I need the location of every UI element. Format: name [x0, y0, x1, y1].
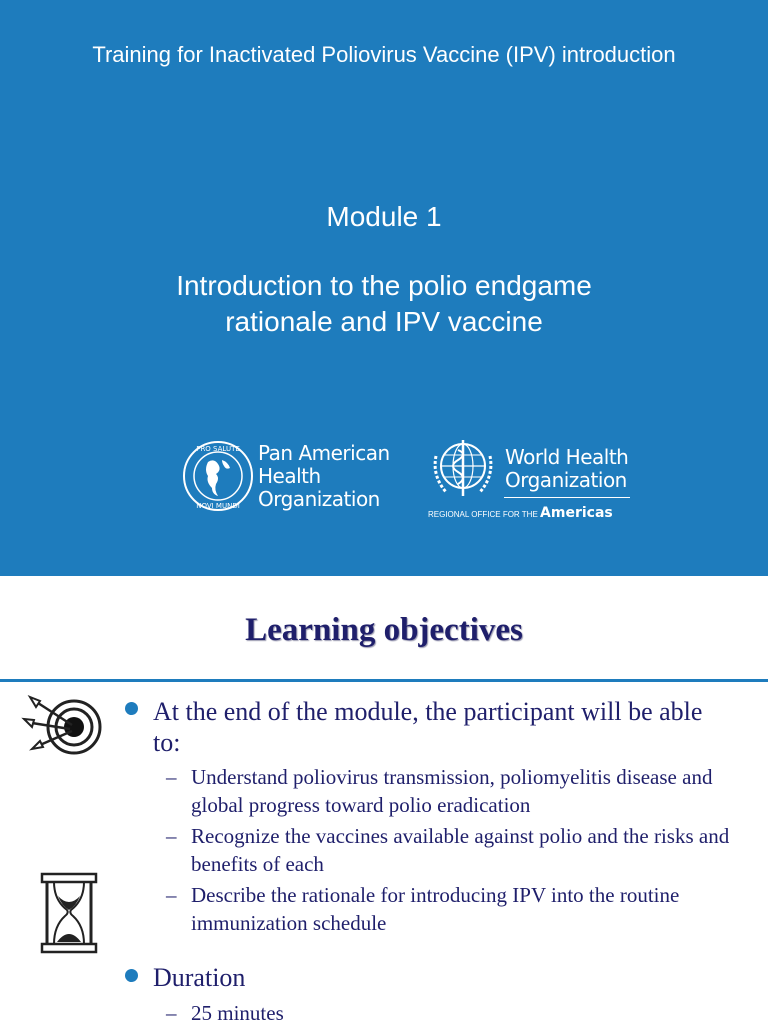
- hourglass-icon: [38, 872, 100, 954]
- svg-text:NOVI MUNDI: NOVI MUNDI: [196, 502, 240, 510]
- dash-marker: –: [166, 883, 177, 907]
- slide-title: Learning objectives: [245, 612, 523, 648]
- title-divider: [0, 679, 768, 682]
- who-emblem-icon: [428, 436, 498, 502]
- objective-item: Describe the rationale for introducing IPV into the routine immunization schedule: [191, 883, 680, 935]
- training-title: Training for Inactivated Poliovirus Vaccine (IPV) introduction: [92, 42, 676, 67]
- dash-marker: –: [166, 824, 177, 848]
- dash-marker: –: [166, 1001, 177, 1025]
- paho-globe-seal-icon: [182, 440, 254, 512]
- target-darts-icon: [18, 689, 108, 764]
- objective-item: Understand poliovirus transmission, poliomyelitis disease and global progress toward polio eradication: [191, 765, 713, 817]
- who-logo: [428, 436, 638, 526]
- objectives-slide: [0, 576, 768, 1024]
- intro-bullet: At the end of the module, the participant will be able to:: [153, 697, 703, 757]
- who-regional-office: REGIONAL OFFICE FOR THE Americas: [428, 505, 613, 521]
- who-name: World Health Organization: [505, 445, 629, 492]
- duration-bullet: Duration: [153, 963, 246, 992]
- objective-item: Recognize the vaccines available against polio and the risks and benefits of each: [191, 824, 730, 876]
- svg-text:PRO SALUTE: PRO SALUTE: [196, 445, 240, 453]
- duration-value: 25 minutes: [191, 1001, 284, 1025]
- module-label: Module 1: [326, 201, 442, 232]
- who-divider: [504, 497, 630, 498]
- dash-marker: –: [166, 765, 177, 789]
- paho-logo: [182, 440, 397, 515]
- paho-name: Pan American Health Organization: [258, 441, 390, 511]
- bullet-marker: [125, 702, 138, 715]
- bullet-marker: [125, 969, 138, 982]
- module-title: Introduction to the polio endgame rationale and IPV vaccine: [176, 270, 592, 337]
